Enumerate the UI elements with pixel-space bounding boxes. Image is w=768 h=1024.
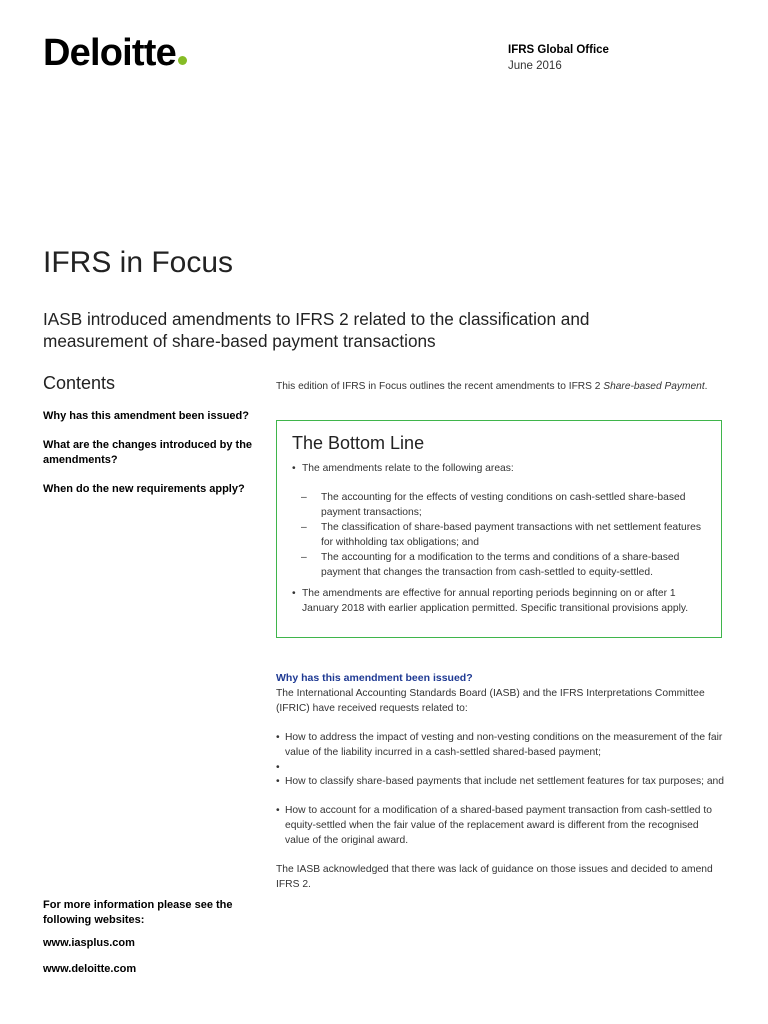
why-section-list	[276, 774, 726, 789]
intro-standard-name: Share-based Payment	[603, 381, 705, 392]
bottom-line-bullet: • The amendments are effective for annual reporting periods beginning on or after 1 January 2018 with earlier application permitted. Specific transitional provisions apply.	[292, 586, 707, 616]
intro-main: This edition of IFRS in Focus outlines the recent amendments to IFRS 2	[276, 381, 601, 392]
why-section-list	[276, 803, 726, 848]
logo-dot-icon	[178, 56, 187, 65]
why-section-closing: The IASB acknowledged that there was lack of guidance on those issues and decided to amend IFRS 2.	[276, 864, 713, 890]
intro-end: .	[704, 381, 708, 392]
bottom-line-sub-item: – The accounting for the effects of vesting conditions on cash-settled share-based payment transactions;	[301, 490, 707, 520]
bottom-line-content	[292, 461, 707, 616]
contents-heading: Contents	[43, 373, 116, 393]
toc-item-when-apply[interactable]: When do the new requirements apply?	[43, 483, 245, 495]
intro-text	[276, 381, 736, 392]
toc-item-changes[interactable]: What are the changes introduced by the amendments?	[43, 439, 253, 466]
bottom-line-box	[276, 420, 722, 638]
deloitte-link[interactable]: www.deloitte.com	[43, 963, 137, 975]
bottom-line-bullet: • The amendments relate to the following areas:	[292, 461, 707, 476]
list-item: • How to account for a modification of a shared-based payment transaction from cash-settled to equity-settled when the fair value of the replacement award is different from the recognised value of the original award.	[276, 803, 726, 848]
office-label: IFRS Global Office	[508, 44, 609, 56]
bottom-line-sub-item: – The accounting for a modification to the terms and conditions of a share-based payment that changes the transaction from cash-settled to equity-settled.	[301, 550, 707, 580]
bottom-line-sub-item: – The classification of share-based payment transactions with net settlement features for withholding tax obligations; and	[301, 520, 707, 550]
table-of-contents	[43, 409, 258, 511]
list-item: • How to classify share-based payments that include net settlement features for tax purposes; and	[276, 774, 726, 789]
list-item: • How to address the impact of vesting and non-vesting conditions on the measurement of the fair value of the liability incurred in a cash-settled shared-based payment;	[276, 730, 726, 760]
more-info-label: For more information please see the following websites:	[43, 899, 233, 926]
page-title: IFRS in Focus	[43, 246, 234, 279]
page-subtitle: IASB introduced amendments to IFRS 2 related to the classification and measurement of share-based payment transactions	[43, 309, 590, 351]
publication-date: June 2016	[508, 60, 562, 72]
why-section-body	[276, 686, 726, 892]
why-section-intro: The International Accounting Standards Board (IASB) and the IFRS Interpretations Committee (IFRIC) have received requests related to:	[276, 688, 705, 714]
why-section-list	[276, 730, 726, 774]
why-section-heading: Why has this amendment been issued?	[276, 672, 473, 684]
deloitte-logo	[43, 34, 187, 72]
bottom-line-heading: The Bottom Line	[292, 433, 425, 453]
toc-item-why-issued[interactable]: Why has this amendment been issued?	[43, 410, 249, 422]
iasplus-link[interactable]: www.iasplus.com	[43, 937, 135, 949]
logo-wordmark: Deloitte	[43, 32, 176, 74]
